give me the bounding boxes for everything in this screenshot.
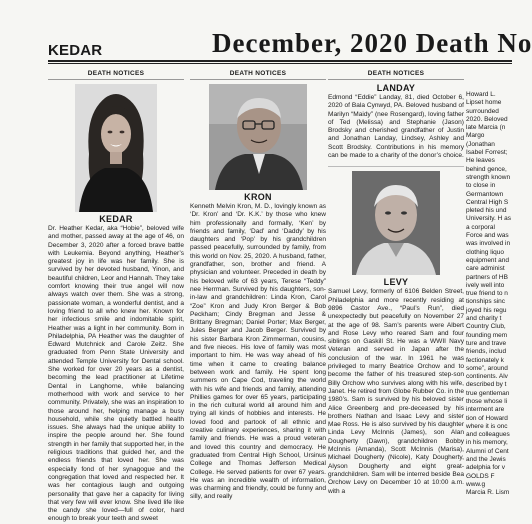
lipset-next-notice: Marcia R. Lism: [466, 489, 510, 497]
notice-divider: [328, 166, 464, 167]
kedar-text: Dr. Heather Kedar, aka “Hobie”, beloved wife and mother, passed away at the age of 46, on December 3, 2020 after a forced brave battle with Leukemia. Beyond anything, Heather’s greatest joy in life was her family. She is survived by her devoted husband, Yinon, and beautiful children, Leor and Hannah. They take comfort knowing their true angel will now always watch over them. She was a strong, passionate woman, a wonderful dentist, and a loving friend to all who knew her. Known for her infectious smile and indomitable spirit, Heather was a light in her community. Born in Philadelphia, PA Heather was the daughter of Edward Mutchnick and Carole Zeitz. She graduated from Penn State University and attended Temple University for Dental school. She worked for over 20 years as a dentist, becoming the lead practitioner at Lifetime Dental in Langhorne, while balancing motherhood with work and service to her community. Privately, she was an inspiration to those around her, helping manage a busy household, while she quietly battled health issues. She always had the unique ability to inspire the people around her. She found strength in her family that supported her, in the religious traditions that guided her, and the endless friends that loved her. She was especially fond of her synagogue and the congregation that loved and respected her. It was her contagious laugh and outgoing personality that gave her a capacity for living that very few will ever know. She lived life like the candy she loved—full of color, hard enough to break your teeth and sweet: [48, 225, 185, 523]
column-kron: [190, 70, 326, 512]
levy-photo: [352, 171, 440, 275]
landay-text: Edmond “Eddie” Landay, 81, died October 6, 2020 of Bala Cynwyd, PA. Beloved husband of Marilyn “Maidy” (nee Rosengard), loving father of Ted (Melissa) and Stephanie (Jason) Brodsky and cherished grandfather of Justin and Jonathan Landay, Lindsey, Ashley and Scott Brodsky. Contributions in his memory can be made to a charity of the donor’s choice.: [328, 94, 464, 160]
lipset-text: Howard L. Lipset home surrounded 2020. Beloved late Marcia (n Margo (Jonathan Isabel Forrest; He leaves behind gence, strength known to close in Germantown Central High S pleted his und University. H as a corporal Force and was was involved in clothing liquo equipment and care administ partners of HB ively well into true friend to n tionships sinc joyed his regu and charity t Country Club, founding mem ture and trave friends, includ fectionately k some”, around continents. Alv described by t true gentleman those whose li interment are tion of Howard where it is onc and colleagues in his memory, Alumni of Cent and the Jewis adelphia for v GOLDS F www.g: [466, 91, 512, 488]
header-rule-thin: [48, 63, 512, 64]
levy-name: LEVY: [383, 277, 409, 288]
header-rule: [48, 60, 512, 62]
section-label: DEATH NOTICES: [48, 70, 184, 80]
levy-text: Samuel Levy, formerly of 6106 Belden Street, Philadelphia and more recently residing at 9896 Castor Ave., “Paul’s Run”, died unexpectedly but peacefully on November 27 at the age of 98. Sam’s parents were Albert and Rose Levy who reared Sam and four siblings on Gaskill St. He was a WWII Navy Veteran and served in Japan after the conclusion of the war. In 1961 he was privileged to marry Beatrice Orchow and to become the father of his treasured step-son Billy Orchow who survives along with his wife, Janet. He retired from Globe Rubber Co. in the 1980’s. Sam is survived by his beloved sister Alice Greenberg and pre-deceased by his brothers Nathan and Isaac Levy and sister Mae Ross. He is also survived by his daughter Linda Levy McInnis (James), son Alan Dougherty (Dawn), grandchildren Bobby McInnis (Amanda), Scott McInnis (Marisa), Michael Dougherty (Nicole), Katy Dougherty, Alyson Dougherty and eight great-grandchildren. Sam will be interred beside Bea Orchow Levy on December 10 at 10:00 a.m. with a: [328, 288, 464, 495]
section-label: DEATH NOTICES: [190, 70, 326, 80]
kron-name: KRON: [244, 192, 272, 202]
column-landay-levy: [328, 70, 464, 512]
section-name: KEDAR: [48, 42, 103, 59]
kedar-photo: [75, 84, 157, 212]
page-title: December, 2020 Death No: [212, 28, 532, 58]
kron-photo: [209, 84, 307, 190]
section-label: DEATH NOTICES: [328, 70, 464, 80]
column-lipset: [466, 70, 512, 512]
landay-name: LANDAY: [376, 83, 416, 93]
kron-text: Kenneth Melvin Kron, M. D., lovingly known as ‘Dr. Kron’ and ‘Dr. K.K.’ by those who knew him professionally and formally, ‘Ken’ by friends and family, ‘Dad’ and ‘Daddy’ by his daughters and ‘Pop’ by his grandchildren passed peacefully, surrounded by family, from this world on Nov. 25, 2020. A husband, father, grandfather, son, brother and friend. A physician and volunteer. Preceded in death by his beloved wife of 63 years, Terese “Teddy” nee Herrman. Survived by his daughters, son-in-law and grandchildren: Linda Kron, Carol “Zoe” Kron and Judy Kron Berger & Bob Peckham; Cindy Bregman and Jesse & Brittany Bregman; Daniel Porter; Max Berger, Jules Berger and Jacob Berger. Survived by his sister Barbara Kron Zimmerman, cousins, and five nieces. His love of family was most important to him. He was way ahead of his time when it came to creating balance between work and family. He spent long summers on Cape Cod, traveling the world with his wife and friends and family, attending Phillies games for over 65 years, participating in the rich cultural world all around him and trying all kinds of hobbies and interests. He loved food and partook of all ethnic and creative culinary experiences, sharing it with family and friends. He was a proud veteran and loved this country and democracy. He graduated from Central High School, Ursinus College and Thomas Jefferson Medical College. He served patients for over 67 years. He was an incredible wealth of information, was charming and friendly, could be funny and silly, and really: [190, 203, 326, 501]
column-kedar: [48, 70, 185, 523]
kedar-name: KEDAR: [99, 214, 133, 224]
